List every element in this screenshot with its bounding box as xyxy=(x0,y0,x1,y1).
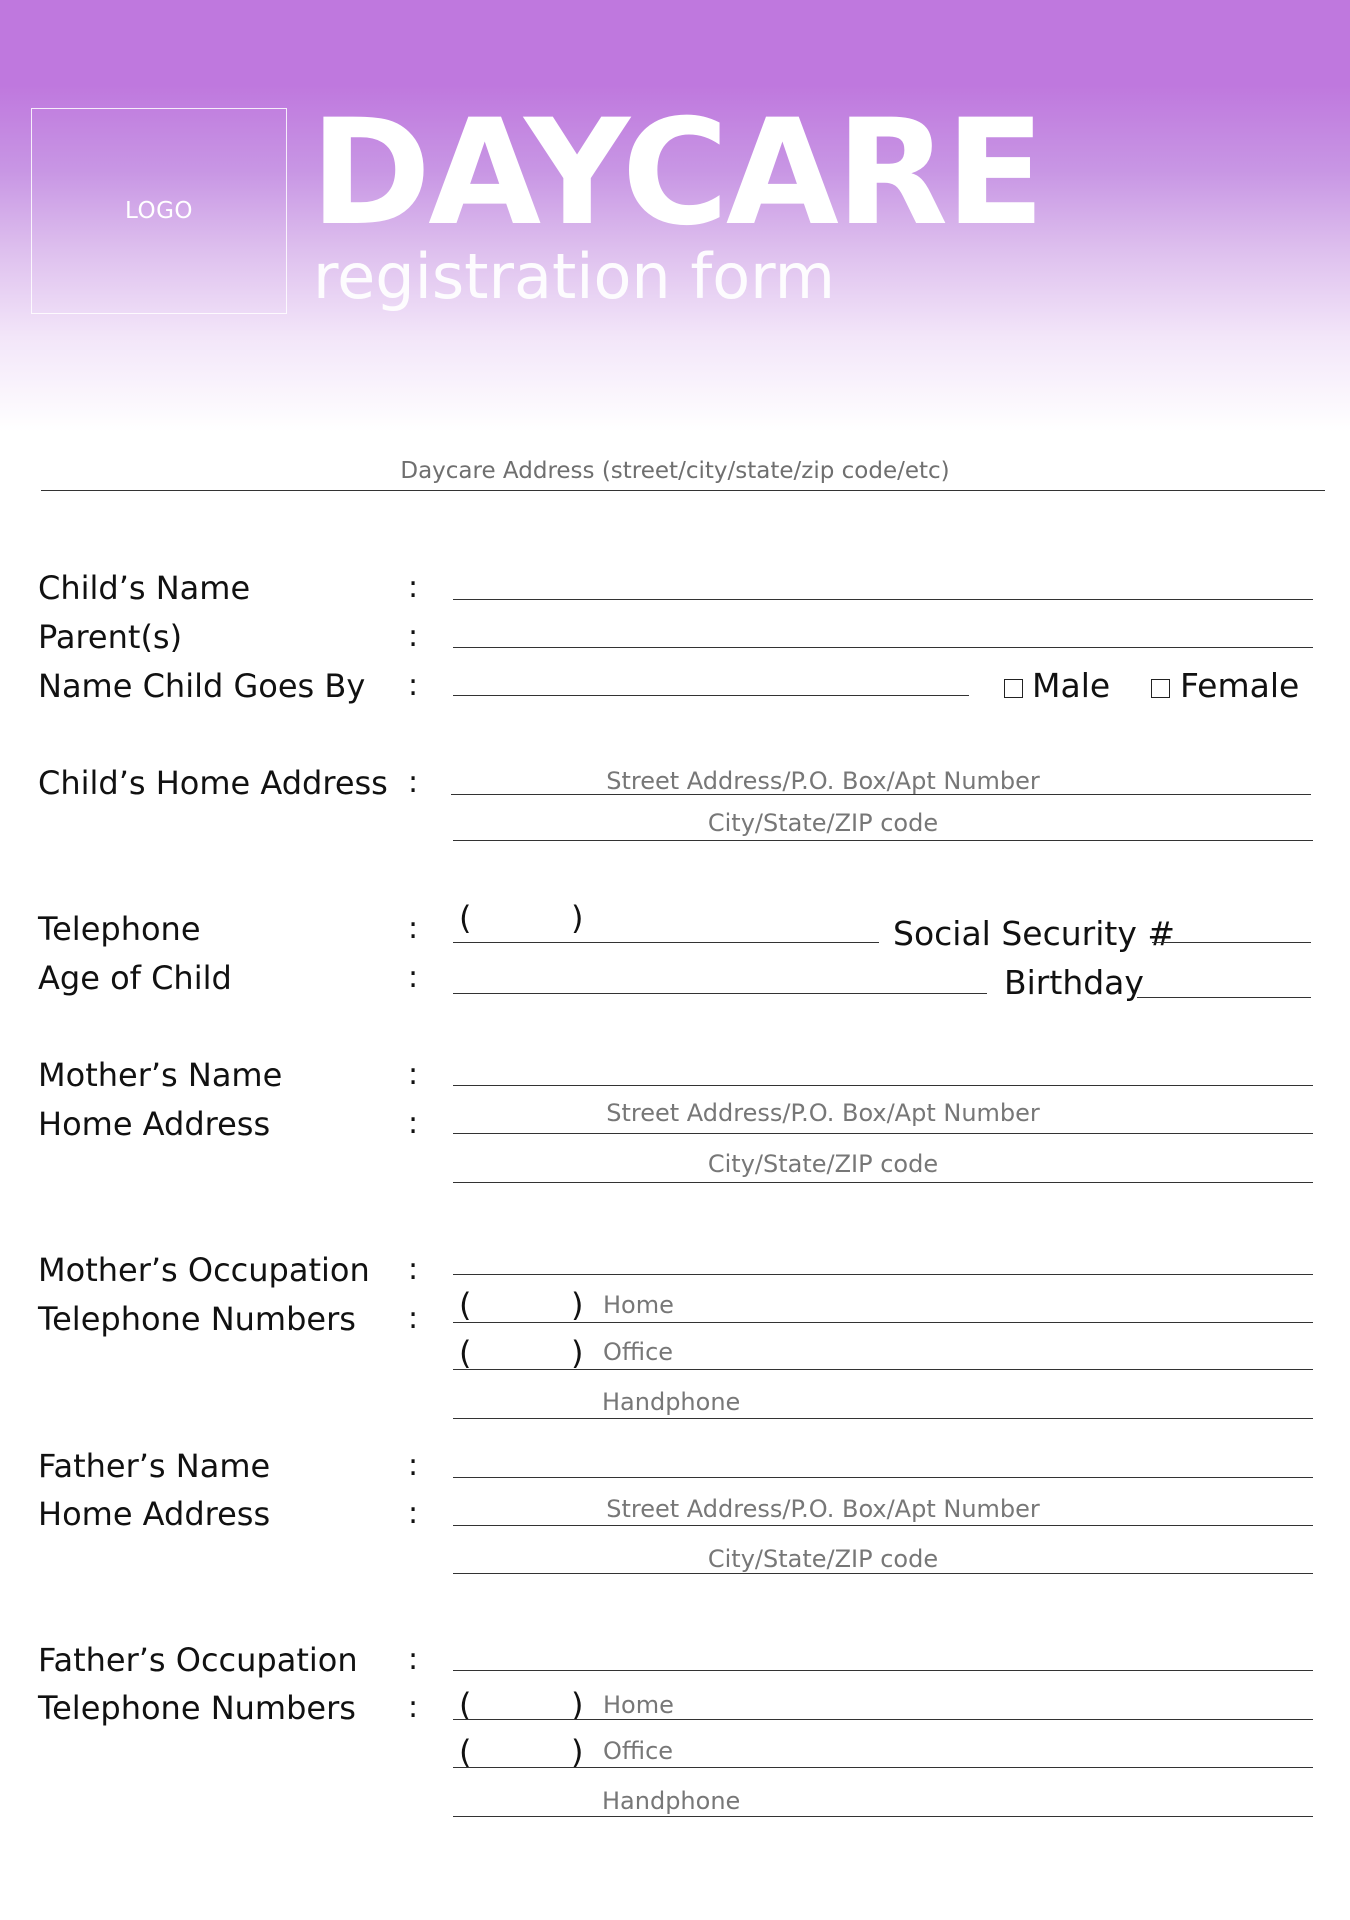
parents-field[interactable] xyxy=(453,647,1313,648)
mothers-occupation-field[interactable] xyxy=(453,1274,1313,1275)
childs-name-label: Child’s Name xyxy=(38,569,251,607)
area-code-close: ) xyxy=(571,1686,584,1724)
fathers-occupation-label: Father’s Occupation xyxy=(38,1641,358,1679)
city-state-zip-hint: City/State/ZIP code xyxy=(707,1545,939,1573)
name-goes-by-field[interactable] xyxy=(453,695,969,696)
daycare-address-line[interactable] xyxy=(41,490,1325,491)
area-code-open: ( xyxy=(459,1686,472,1724)
home-phone-hint: Home xyxy=(603,1291,674,1319)
colon: : xyxy=(408,1642,419,1677)
fathers-occupation-field[interactable] xyxy=(453,1670,1313,1671)
telephone-field[interactable] xyxy=(453,942,879,943)
colon: : xyxy=(408,1106,419,1141)
office-phone-hint: Office xyxy=(603,1737,674,1765)
father-home-phone-field[interactable] xyxy=(453,1719,1313,1720)
mother-street-address-field[interactable] xyxy=(453,1133,1313,1134)
fathers-name-field[interactable] xyxy=(453,1477,1313,1478)
mother-office-phone-field[interactable] xyxy=(453,1369,1313,1370)
name-goes-by-label: Name Child Goes By xyxy=(38,667,366,705)
area-code-open: ( xyxy=(459,899,472,937)
father-handphone-field[interactable] xyxy=(453,1816,1313,1817)
area-code-close: ) xyxy=(571,899,584,937)
colon: : xyxy=(408,619,419,654)
colon: : xyxy=(408,1690,419,1725)
childs-city-state-zip-field[interactable] xyxy=(453,840,1313,841)
parents-label: Parent(s) xyxy=(38,618,183,656)
father-city-state-zip-field[interactable] xyxy=(453,1573,1313,1574)
colon: : xyxy=(408,570,419,605)
colon: : xyxy=(408,1057,419,1092)
mother-telephone-numbers-label: Telephone Numbers xyxy=(38,1300,356,1338)
mothers-name-label: Mother’s Name xyxy=(38,1056,283,1094)
mother-home-address-label: Home Address xyxy=(38,1105,271,1143)
logo-placeholder xyxy=(31,108,287,314)
male-checkbox[interactable] xyxy=(1004,679,1023,698)
colon: : xyxy=(408,960,419,995)
mothers-name-field[interactable] xyxy=(453,1085,1313,1086)
telephone-label: Telephone xyxy=(38,910,201,948)
fathers-name-label: Father’s Name xyxy=(38,1447,271,1485)
social-security-field[interactable] xyxy=(1152,942,1311,943)
childs-street-address-field[interactable] xyxy=(451,794,1311,795)
male-label: Male xyxy=(1032,666,1111,705)
handphone-hint: Handphone xyxy=(602,1787,741,1815)
area-code-open: ( xyxy=(459,1334,472,1372)
childs-home-address-label: Child’s Home Address xyxy=(38,764,388,802)
area-code-open: ( xyxy=(459,1733,472,1771)
colon: : xyxy=(408,911,419,946)
street-address-hint: Street Address/P.O. Box/Apt Number xyxy=(606,1495,1040,1523)
office-phone-hint: Office xyxy=(603,1338,674,1366)
father-home-address-label: Home Address xyxy=(38,1495,271,1533)
mother-city-state-zip-field[interactable] xyxy=(453,1182,1313,1183)
logo-text: LOGO xyxy=(124,198,194,224)
colon: : xyxy=(408,1301,419,1336)
area-code-close: ) xyxy=(571,1286,584,1324)
colon: : xyxy=(408,1448,419,1483)
form-title: DAYCARE xyxy=(310,88,1043,258)
father-telephone-numbers-label: Telephone Numbers xyxy=(38,1689,356,1727)
age-of-child-label: Age of Child xyxy=(38,959,232,997)
colon: : xyxy=(408,1252,419,1287)
female-label: Female xyxy=(1180,666,1300,705)
childs-name-field[interactable] xyxy=(453,599,1313,600)
age-of-child-field[interactable] xyxy=(453,993,987,994)
father-office-phone-field[interactable] xyxy=(453,1767,1313,1768)
city-state-zip-hint: City/State/ZIP code xyxy=(707,809,939,837)
city-state-zip-hint: City/State/ZIP code xyxy=(707,1150,939,1178)
area-code-close: ) xyxy=(571,1334,584,1372)
birthday-field[interactable] xyxy=(1137,997,1311,998)
street-address-hint: Street Address/P.O. Box/Apt Number xyxy=(606,767,1040,795)
home-phone-hint: Home xyxy=(603,1691,674,1719)
street-address-hint: Street Address/P.O. Box/Apt Number xyxy=(606,1099,1040,1127)
father-street-address-field[interactable] xyxy=(453,1525,1313,1526)
mother-handphone-field[interactable] xyxy=(453,1418,1313,1419)
colon: : xyxy=(408,765,419,800)
form-subtitle: registration form xyxy=(313,240,835,313)
birthday-label: Birthday xyxy=(1004,963,1144,1002)
daycare-address-hint: Daycare Address (street/city/state/zip code/etc) xyxy=(400,458,950,484)
mother-home-phone-field[interactable] xyxy=(453,1322,1313,1323)
female-checkbox[interactable] xyxy=(1151,679,1170,698)
mothers-occupation-label: Mother’s Occupation xyxy=(38,1251,370,1289)
area-code-close: ) xyxy=(571,1733,584,1771)
colon: : xyxy=(408,1496,419,1531)
social-security-label: Social Security # xyxy=(893,914,1175,953)
area-code-open: ( xyxy=(459,1286,472,1324)
handphone-hint: Handphone xyxy=(602,1388,741,1416)
colon: : xyxy=(408,668,419,703)
